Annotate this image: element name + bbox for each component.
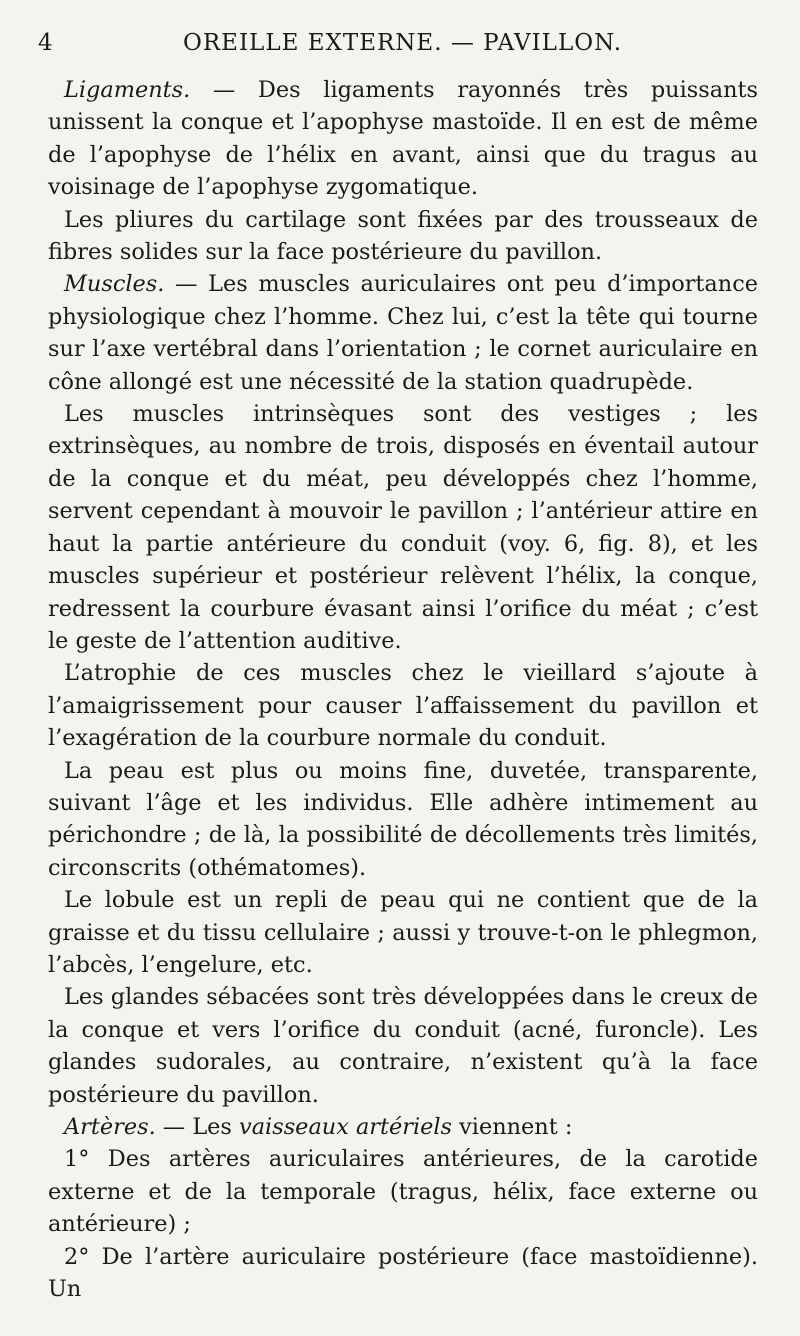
paragraph-muscles	[48, 268, 758, 398]
body-text	[48, 74, 758, 1305]
paragraph-pliures	[48, 204, 758, 269]
page-number: 4	[38, 30, 53, 56]
section-label-arteres: Artères.	[64, 1114, 156, 1140]
paragraph-text: — Les	[155, 1114, 240, 1140]
paragraph-arteres	[48, 1111, 758, 1143]
paragraph-ligaments	[48, 74, 758, 204]
list-item-1	[48, 1143, 758, 1240]
paragraph-muscles-intrinseques	[48, 398, 758, 657]
paragraph-text: L’atrophie de ces muscles chez le vieillard s’ajoute à l’amaigrissement pour causer l’affaissement du pavillon et l’exagération de la courbure normale du conduit.	[48, 660, 758, 752]
italic-term: vaisseaux artériels	[239, 1114, 453, 1140]
running-title: OREILLE EXTERNE. — PAVILLON.	[183, 30, 623, 56]
section-label-ligaments: Ligaments.	[64, 77, 191, 103]
paragraph-text: 2° De l’artère auriculaire postérieure (face mastoïdienne). Un	[48, 1243, 758, 1303]
paragraph-text: — Les muscles auriculaires ont peu d’importance physiologique chez l’homme. Chez lui, c’est la tête qui tourne sur l’axe vertébral dans l’orientation ; le cornet auriculaire en cône allongé est une nécessité de la station quadrupède.	[48, 271, 758, 395]
paragraph-peau	[48, 755, 758, 885]
list-item-2	[48, 1241, 758, 1306]
section-label-muscles: Muscles.	[64, 271, 165, 298]
running-header	[38, 30, 758, 64]
paragraph-text: viennent :	[452, 1114, 573, 1140]
paragraph-atrophie	[48, 657, 758, 754]
paragraph-text: Les pliures du cartilage sont fixées par des trousseaux de fibres solides sur la face postérieure du pavillon.	[48, 206, 758, 266]
paragraph-text: La peau est plus ou moins fine, duvetée, transparente, suivant l’âge et les individus. Elle adhère intimement au périchondre ; de là, la possibilité de décollements très limités, circonscrits (othématomes).	[48, 757, 758, 881]
paragraph-text: Les muscles intrinsèques sont des vestiges ; les extrinsèques, au nombre de trois, disposés en éventail autour de la conque et du méat, peu développés chez l’homme, servent cependant à mouvoir le pavillon ; l’antérieur attire en haut la partie antérieure du conduit (voy. 6, fig. 8), et les muscles supérieur et postérieur relèvent l’hélix, la conque, redressent la courbure évasant ainsi l’orifice du méat ; c’est le geste de l’attention auditive.	[48, 401, 758, 654]
paragraph-lobule	[48, 884, 758, 981]
paragraph-glandes	[48, 981, 758, 1111]
paragraph-text: Les glandes sébacées sont très développées dans le creux de la conque et vers l’orifice du conduit (acné, furoncle). Les glandes sudorales, au contraire, n’existent qu’à la face postérieure du pavillon.	[48, 984, 758, 1108]
paragraph-text: Le lobule est un repli de peau qui ne contient que de la graisse et du tissu cellulaire ; aussi y trouve-t-on le phlegmon, l’abcès, l’engelure, etc.	[48, 887, 758, 978]
paragraph-text: — Des ligaments rayonnés très puissants unissent la conque et l’apophyse mastoïde. Il en est de même de l’apophyse de l’hélix en avant, ainsi que du tragus au voisinage de l’apophyse zygomatique.	[48, 77, 758, 201]
paragraph-text: 1° Des artères auriculaires antérieures, de la carotide externe et de la temporale (tragus, hélix, face externe ou antérieure) ;	[48, 1146, 758, 1238]
